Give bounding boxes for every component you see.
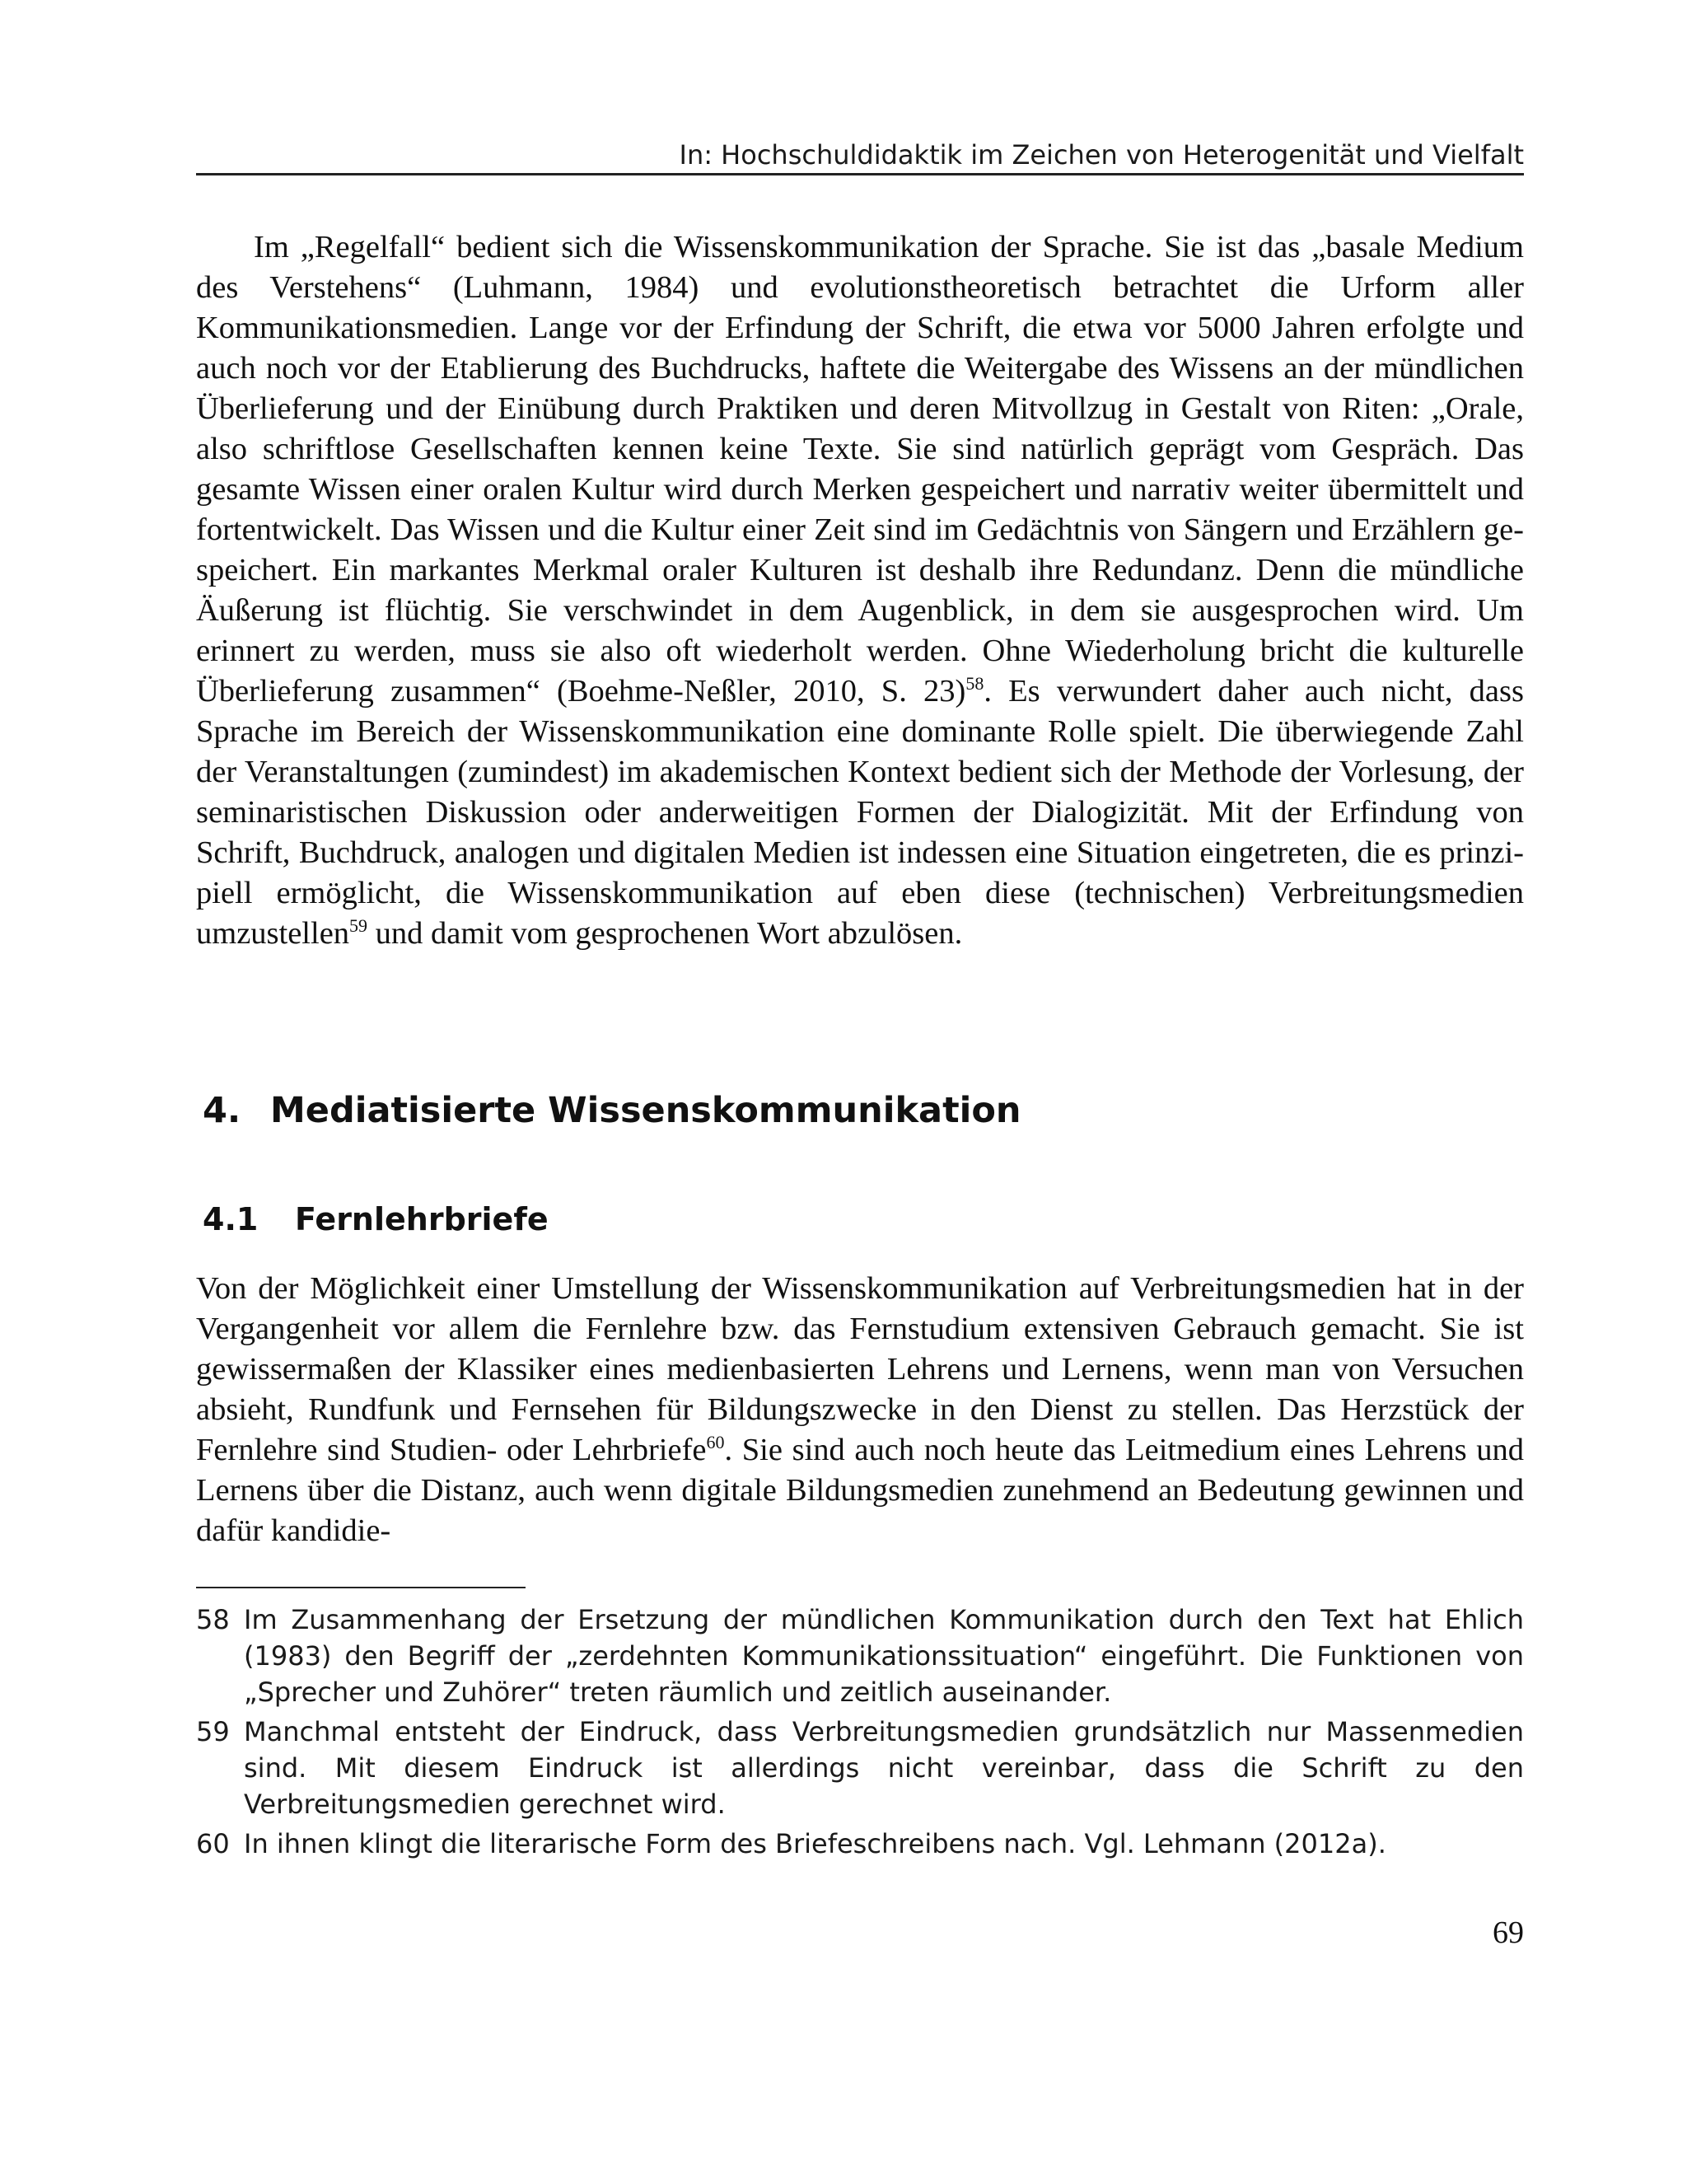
body-paragraph-2 [196, 1269, 1524, 1551]
footnote-59 [196, 1714, 1524, 1822]
footnote-ref-58[interactable]: 58 [965, 673, 984, 694]
footnote-text: Manchmal entsteht der Eindruck, dass Verbreitungsmedien grundsätzlich nur Massenmedien sind. Mit diesem Eindruck ist allerdings nicht vereinbar, dass die Schrift zu den Verbreitungsmedien gerechnet wird. [244, 1716, 1524, 1820]
body-paragraph-1 [196, 227, 1524, 954]
paragraph-1-text-c: und damit vom gesprochenen Wort abzulösen. [367, 916, 963, 951]
paragraph-2-text-a: Von der Möglichkeit einer Umstellung der Wissenskommunikation auf Verbreitungsmedien hat in der Vergangenheit vor allem die Fernlehre bzw. das Fernstudium extensiven Gebrauch gemacht. Sie ist gewissermaßen der Klassiker eines medienbasierten Lehrens und Lernens, wenn man von Versuchen absieht, Rundfunk und Fernsehen für Bildungszwecke in den Dienst zu stellen. Das Herzstück der Fernlehre sind Studien- oder Lehrbriefe [196, 1271, 1524, 1467]
footnote-number: 58 [196, 1604, 230, 1635]
running-header: In: Hochschuldidaktik im Zeichen von Heterogenität und Vielfalt [679, 139, 1524, 171]
section-heading [203, 1087, 1021, 1134]
paragraph-2-text-b: . Sie sind auch noch heute das Leitmedium eines Lehrens und Lernens über die Distanz, auch wenn digitale Bildungsmedien zunehmend an Bedeutung gewinnen und dafür kandidie- [196, 1433, 1524, 1548]
subsection-number: 4.1 [203, 1201, 259, 1237]
footnote-text: Im Zusammenhang der Ersetzung der mündlichen Kommunikation durch den Text hat Ehlich (1983) den Begriff der „zerdehnten Kommunikationssituation“ eingeführt. Die Funktionen von „Sprecher und Zuhörer“ treten räumlich und zeitlich auseinander. [244, 1604, 1524, 1708]
footnote-text: In ihnen klingt die literarische Form des Briefeschreibens nach. Vgl. Lehmann (2012a). [244, 1828, 1386, 1859]
footnote-58 [196, 1602, 1524, 1710]
footnote-separator [196, 1587, 526, 1588]
header-rule [196, 173, 1524, 175]
footnotes [196, 1602, 1524, 1865]
footnote-60 [196, 1826, 1524, 1862]
subsection-title: Fernlehrbriefe [295, 1201, 549, 1237]
footnote-ref-60[interactable]: 60 [706, 1432, 725, 1452]
page-number: 69 [1493, 1915, 1524, 1950]
paragraph-1-text-b: . Es verwundert daher auch nicht, dass Sprache im Bereich der Wissenskommunikation eine dominante Rolle spielt. Die überwiegende Zahl der Veranstaltungen (zumindest) im akademischen Kontext bedient sich der Methode der Vorlesung, der seminaristischen Diskussion oder anderweitigen Formen der Dialogizität. Mit der Erfindung von Schrift, Buchdruck, analogen und digitalen Medien ist indessen eine Situation eingetreten, die es prinzipiell ermöglicht, die Wissenskommunikation auf eben diese (technischen) Verbreitungsmedien umzustellen [196, 674, 1524, 951]
section-number: 4. [203, 1090, 241, 1131]
subsection-heading [203, 1199, 549, 1240]
footnote-number: 59 [196, 1716, 230, 1747]
paragraph-1-text-a: Im „Regelfall“ bedient sich die Wissenskommunikation der Sprache. Sie ist das „basale Medium des Verstehens“ (Luhmann, 1984) und evolutionstheoretisch betrachtet die Urform aller Kommunikationsmedien. Lange vor der Erfindung der Schrift, die etwa vor 5000 Jahren erfolgte und auch noch vor der Etablierung des Buchdrucks, haftete die Weitergabe des Wissens an der mündlichen Überlieferung und der Einübung durch Praktiken und deren Mitvollzug in Gestalt von Riten: „Orale, also schriftlose Gesellschaften kennen keine Texte. Sie sind natürlich geprägt vom Gespräch. Das gesamte Wissen einer oralen Kultur wird durch Merken gespeichert und narrativ weiter übermittelt und fortentwickelt. Das Wissen und die Kultur einer Zeit sind im Gedächtnis von Sängern und Erzählern gespeichert. Ein markantes Merkmal oraler Kulturen ist deshalb ihre Redundanz. Denn die mündliche Äußerung ist flüchtig. Sie verschwindet in dem Augenblick, in dem sie ausgesprochen wird. Um erinnert zu werden, muss sie also oft wiederholt werden. Ohne Wiederholung bricht die kulturelle Überlieferung zusammen“ (Boehme-Neßler, 2010, S. 23) [196, 230, 1524, 709]
footnote-number: 60 [196, 1828, 230, 1859]
section-title: Mediatisierte Wissenskommunikation [270, 1090, 1021, 1131]
footnote-ref-59[interactable]: 59 [349, 915, 368, 936]
